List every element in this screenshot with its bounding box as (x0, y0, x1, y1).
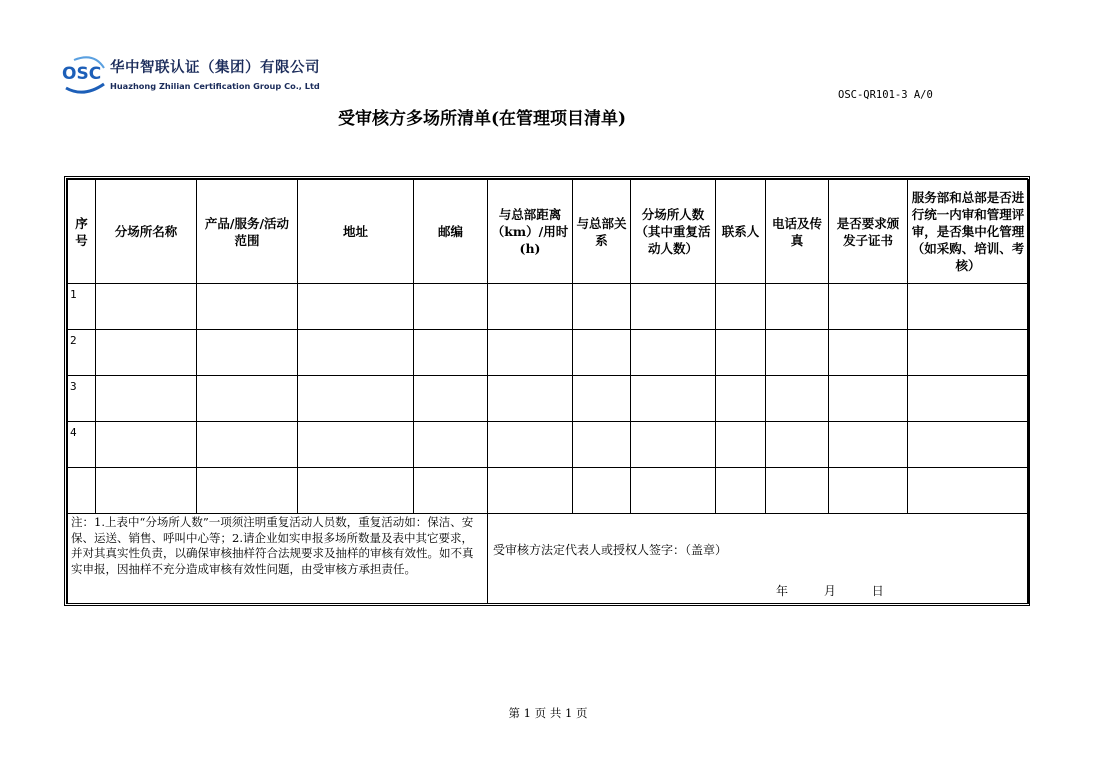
col-header-postcode: 邮编 (414, 180, 488, 284)
company-logo (60, 54, 108, 98)
page-number: 第 1 页 共 1 页 (508, 706, 588, 720)
table-row (68, 376, 1029, 422)
row-index: 1 (68, 284, 96, 330)
multi-site-table-frame (64, 176, 1030, 606)
table-header-row (68, 180, 1029, 284)
company-name-cn: 华中智联认证（集团）有限公司 (110, 59, 320, 76)
signature-date (776, 582, 916, 599)
col-header-headcount: 分场所人数（其中重复活动人数） (631, 180, 716, 284)
table-row (68, 330, 1029, 376)
col-header-site-name: 分场所名称 (96, 180, 197, 284)
row-index: 4 (68, 422, 96, 468)
table-row (68, 468, 1029, 514)
col-header-index: 序号 (68, 180, 96, 284)
date-day-label: 日 (871, 584, 884, 598)
logo-text: OSC (62, 64, 102, 84)
letterhead (60, 52, 480, 100)
table-note: 注：1.上表中“分场所人数”一项须注明重复活动人员数，重复活动如：保洁、安保、运送、销售、呼叫中心等；2.请企业如实申报多场所数量及表中其它要求，并对其真实性负责，以确保审核抽样符合法规要求及抽样的审核有效性。如不真实申报，因抽样不充分造成审核有效性问题，由受审核方承担责任。 (68, 514, 488, 604)
table-row (68, 422, 1029, 468)
col-header-contact: 联系人 (716, 180, 766, 284)
row-index (68, 468, 96, 514)
page-title: 受审核方多场所清单(在管理项目清单) (338, 109, 627, 129)
table-row (68, 284, 1029, 330)
signature-cell[interactable] (488, 514, 1029, 604)
document-code: OSC-QR101-3 A/0 (838, 89, 933, 101)
col-header-relation: 与总部关系 (573, 180, 631, 284)
col-header-scope: 产品/服务/活动范围 (197, 180, 298, 284)
col-header-distance: 与总部距离（km）/用时(h) (488, 180, 573, 284)
company-name-en: Huazhong Zhilian Certification Group Co., Ltd (110, 81, 320, 91)
col-header-central-management: 服务部和总部是否进行统一内审和管理评审，是否集中化管理（如采购、培训、考核） (908, 180, 1029, 284)
signature-label: 受审核方法定代表人或授权人签字：（盖章） (493, 543, 728, 557)
date-month-label: 月 (823, 584, 836, 598)
row-index: 2 (68, 330, 96, 376)
table-note-row (68, 514, 1029, 604)
date-year-label: 年 (776, 584, 789, 598)
col-header-address: 地址 (298, 180, 414, 284)
col-header-phone-fax: 电话及传真 (766, 180, 829, 284)
multi-site-table (67, 179, 1029, 604)
col-header-sub-certificate: 是否要求颁发子证书 (829, 180, 908, 284)
row-index: 3 (68, 376, 96, 422)
